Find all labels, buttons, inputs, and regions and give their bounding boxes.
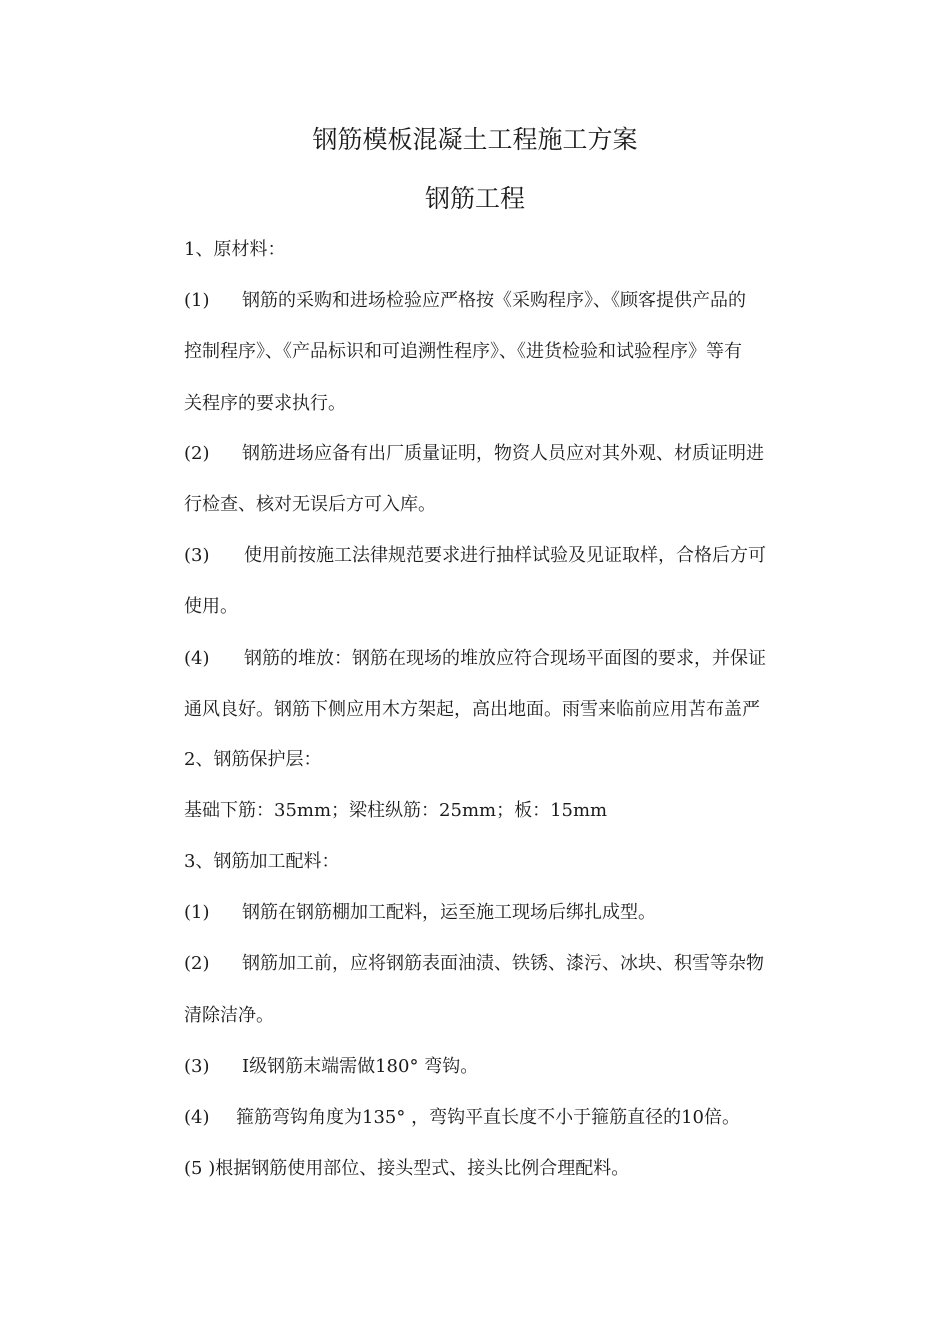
paragraph-line: 控制程序》、《产品标识和可追溯性程序》、《进货检验和试验程序》等有 xyxy=(184,341,742,362)
item-number: (2) xyxy=(184,443,210,464)
paragraph-text: 使用前按施工法律规范要求进行抽样试验及见证取样，合格后方可 xyxy=(244,545,766,566)
paragraph-line xyxy=(184,543,766,569)
paragraph-line xyxy=(184,441,764,467)
paragraph-line xyxy=(184,646,766,672)
document-title: 钢筋模板混凝土工程施工方案 xyxy=(312,125,638,154)
item-number: (3) xyxy=(184,545,210,566)
section-title: 钢筋工程 xyxy=(424,184,525,213)
paragraph-line: 关程序的要求执行。 xyxy=(184,393,346,414)
item-number: (1) xyxy=(184,902,210,923)
heading-rebar-cover: 2、钢筋保护层： xyxy=(184,749,322,770)
paragraph-line: 清除洁净。 xyxy=(184,1005,274,1026)
paragraph-line xyxy=(184,900,656,926)
paragraph-line: (5 )根据钢筋使用部位、接头型式、接头比例合理配料。 xyxy=(184,1158,630,1179)
item-number: (4) xyxy=(184,648,210,669)
paragraph-text: Ⅰ级钢筋末端需做180° 弯钩。 xyxy=(242,1056,479,1077)
paragraph-text: 钢筋加工前，应将钢筋表面油渍、铁锈、漆污、冰块、积雪等杂物 xyxy=(242,953,764,974)
paragraph-line: 行检查、核对无误后方可入库。 xyxy=(184,494,436,515)
paragraph-line: 使用。 xyxy=(184,596,238,617)
item-number: (3) xyxy=(184,1056,210,1077)
heading-raw-materials: 1、原材料： xyxy=(184,239,286,260)
paragraph-text: 钢筋进场应备有出厂质量证明，物资人员应对其外观、材质证明进 xyxy=(242,443,764,464)
paragraph-line: 通风良好。钢筋下侧应用木方架起，高出地面。雨雪来临前应用苫布盖严 xyxy=(184,699,760,720)
paragraph-line xyxy=(184,1054,478,1080)
paragraph-line xyxy=(184,951,764,977)
item-number: (2) xyxy=(184,953,210,974)
heading-rebar-processing: 3、钢筋加工配料： xyxy=(184,851,340,872)
item-number: (4) xyxy=(184,1107,210,1128)
paragraph-text: 钢筋的堆放：钢筋在现场的堆放应符合现场平面图的要求，并保证 xyxy=(244,648,766,669)
paragraph-line xyxy=(184,288,746,314)
paragraph-line xyxy=(184,1105,740,1131)
paragraph-text: 钢筋的采购和进场检验应严格按《采购程序》、《顾客提供产品的 xyxy=(242,290,746,311)
paragraph-line: 基础下筋：35mm；梁柱纵筋：25mm；板：15mm xyxy=(184,800,608,821)
paragraph-text: 钢筋在钢筋棚加工配料，运至施工现场后绑扎成型。 xyxy=(242,902,656,923)
paragraph-text: 箍筋弯钩角度为135° ，弯钩平直长度不小于箍筋直径的10倍。 xyxy=(236,1107,740,1128)
item-number: (1) xyxy=(184,290,210,311)
